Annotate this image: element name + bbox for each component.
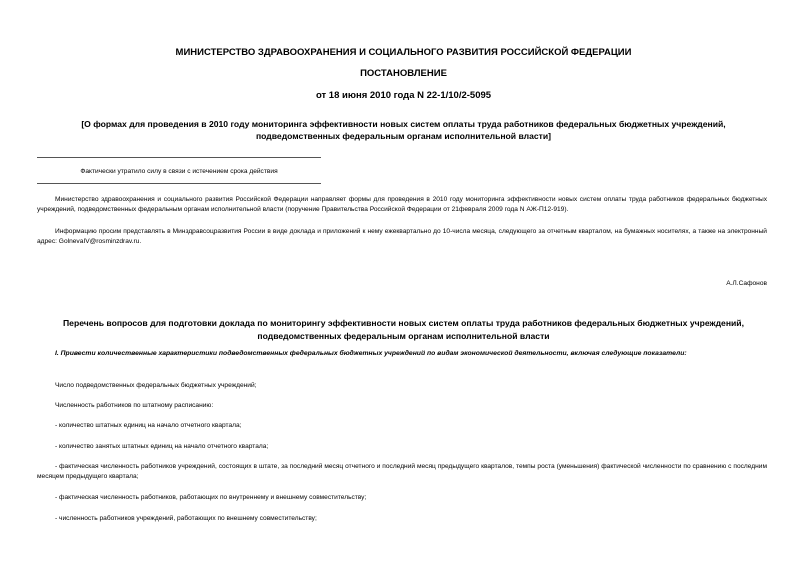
- signature: А.Л.Сафонов: [726, 280, 767, 287]
- document-type: ПОСТАНОВЛЕНИЕ: [360, 68, 447, 79]
- document-title-line1: [О формах для проведения в 2010 году мониторинга эффективности новых систем оплаты труда работников федеральных бюджетных учреждений,: [81, 119, 726, 129]
- section-heading-1: I. Привести количественные характеристики подведомственных федеральных бюджетных учреждений по видам экономической деятельности, включая следующие показатели:: [55, 350, 687, 357]
- status-note: Фактически утратило силу в связи с истечением срока действия: [80, 168, 278, 175]
- ministry-heading: МИНИСТЕРСТВО ЗДРАВООХРАНЕНИЯ И СОЦИАЛЬНОГО РАЗВИТИЯ РОССИЙСКОЙ ФЕДЕРАЦИИ: [175, 47, 632, 58]
- document-date-number: от 18 июня 2010 года N 22-1/10/2-5095: [315, 90, 492, 101]
- body-paragraph-2: Информацию просим представлять в Минздравсоцразвития России в виде доклада и приложений к нему ежеквартально до 10-числа месяца, следующего за отчетным кварталом, на бумажных носителях, а также на электронный адрес: GolnevaIV@rosminzdrav.ru.: [37, 228, 767, 245]
- list-title-line1: Перечень вопросов для подготовки доклада по мониторингу эффективности новых систем оплаты труда работников федеральных бюджетных учреждений,: [63, 318, 744, 328]
- list-title-line2: подведомственных федеральным органам исполнительной власти: [257, 331, 550, 341]
- body-paragraph-1: Министерство здравоохранения и социального развития Российской Федерации направляет формы для проведения в 2010 году мониторинга эффективности новых систем оплаты труда работников федеральных бюджетных учреждений, подведомственных федеральным органам исполнительной власти (поручение Правительства Российской Федерации от 21февраля 2009 года N АЖ-П12-919).: [37, 196, 767, 213]
- divider-bottom: [37, 183, 321, 184]
- list-item: - фактическая численность работников учреждений, состоящих в штате, за последний месяц отчетного и последний месяц предыдущего кварталов, темпы роста (уменьшения) фактической численности по сравнению с последним месяцем предыдущего квартала;: [37, 463, 767, 480]
- list-item: Число подведомственных федеральных бюджетных учреждений;: [55, 382, 257, 389]
- list-item: - количество занятых штатных единиц на начало отчетного квартала;: [55, 443, 269, 450]
- document-title-line2: подведомственных федеральным органам исполнительной власти]: [255, 131, 552, 141]
- divider-top: [37, 157, 321, 158]
- list-item: Численность работников по штатному расписанию:: [55, 402, 214, 409]
- list-item: - фактическая численность работников, работающих по внутреннему и внешнему совместительству;: [55, 494, 367, 501]
- list-item: - количество штатных единиц на начало отчетного квартала;: [55, 422, 242, 429]
- list-item: - численность работников учреждений, работающих по внешнему совместительству;: [55, 515, 317, 522]
